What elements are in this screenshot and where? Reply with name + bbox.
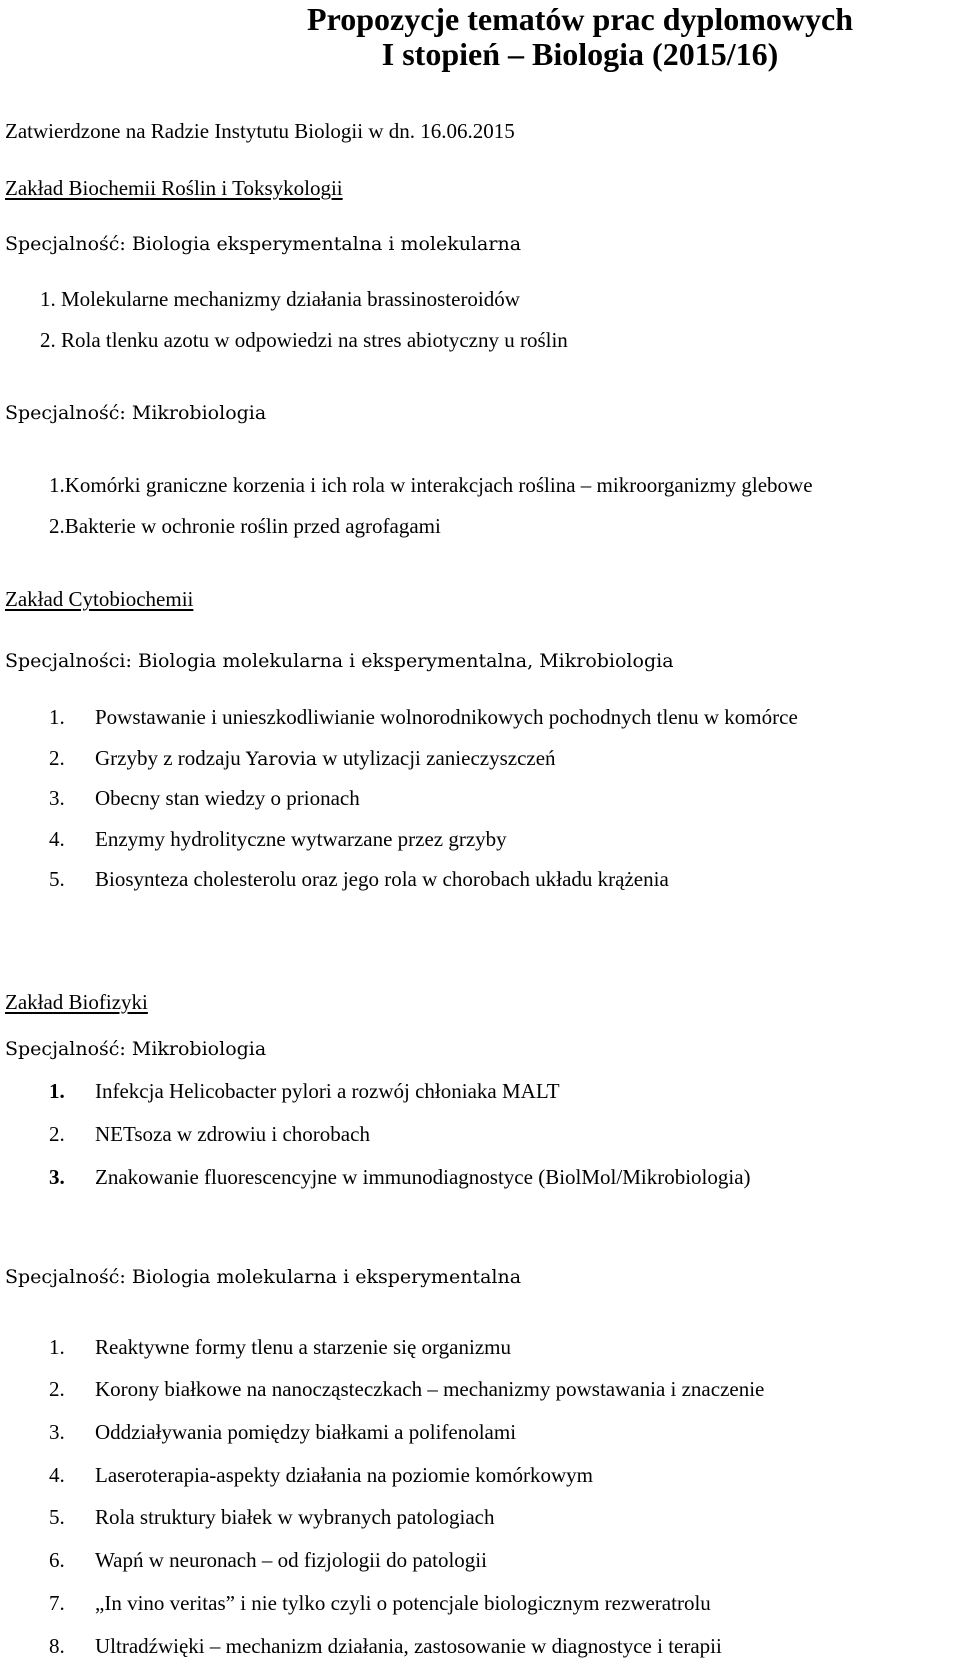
topic-number: 5. <box>49 1505 65 1529</box>
topic-item <box>49 826 507 852</box>
topic-text: Infekcja Helicobacter pylori a rozwój chłoniaka MALT <box>95 1079 560 1103</box>
topic-text: Ultradźwięki – mechanizm działania, zastosowanie w diagnostyce i terapii <box>95 1634 722 1658</box>
topic-number: 3. <box>49 786 65 810</box>
topic-text: Rola struktury białek w wybranych patologiach <box>95 1505 495 1529</box>
page-title-line-1: Propozycje tematów prac dyplomowych <box>307 1 853 37</box>
topic-text: Grzyby z rodzaju <box>95 746 247 770</box>
topic-text: „In vino veritas” i nie tylko czyli o potencjale biologicznym rezweratrolu <box>95 1591 711 1615</box>
topic-item <box>49 1078 560 1104</box>
topic-number: 1. <box>49 1335 65 1359</box>
topic-item <box>49 866 669 892</box>
topic-number: 1. <box>49 705 65 729</box>
topic-text: Laseroterapia-aspekty działania na poziomie komórkowym <box>95 1463 593 1487</box>
department-heading-cytobiochemii: Zakład Cytobiochemii <box>5 587 194 611</box>
topic-item <box>49 1121 370 1147</box>
topic-item <box>49 1633 722 1659</box>
specialty-label: Specjalność: Biologia eksperymentalna i molekularna <box>5 233 522 255</box>
topic-number: 4. <box>49 827 65 851</box>
topic-item <box>49 1376 764 1402</box>
topic-text: Wapń w neuronach – od fizjologii do patologii <box>95 1548 487 1572</box>
topic-text: w utylizacji zanieczyszczeń <box>317 746 556 770</box>
topic-number: 1. <box>49 1079 65 1103</box>
page-title-line-2: I stopień – Biologia (2015/16) <box>381 36 779 72</box>
topic-number: 2. <box>49 1377 65 1401</box>
topic-item <box>49 745 556 772</box>
topic-text: Reaktywne formy tlenu a starzenie się organizmu <box>95 1335 511 1359</box>
topic-item <box>49 785 360 811</box>
topic-item: 2. Rola tlenku azotu w odpowiedzi na stres abiotyczny u roślin <box>40 328 568 352</box>
approval-note: Zatwierdzone na Radzie Instytutu Biologii w dn. 16.06.2015 <box>5 119 515 143</box>
topic-item <box>49 1547 487 1573</box>
topic-item <box>49 704 798 730</box>
topic-item <box>49 1462 593 1488</box>
topic-number: 3. <box>49 1165 65 1189</box>
topic-number: 4. <box>49 1463 65 1487</box>
topic-item <box>49 1164 751 1190</box>
topic-item <box>49 1419 516 1445</box>
topic-text: Korony białkowe na nanocząsteczkach – mechanizmy powstawania i znaczenie <box>95 1377 765 1401</box>
specialty-label: Specjalność: Mikrobiologia <box>5 402 267 424</box>
specialty-label: Specjalność: Mikrobiologia <box>5 1038 267 1060</box>
topic-number: 8. <box>49 1634 65 1658</box>
topic-text-species: Yarovia <box>246 748 318 770</box>
department-heading-biochemii: Zakład Biochemii Roślin i Toksykologii <box>5 176 343 200</box>
topic-text: Oddziaływania pomiędzy białkami a polifenolami <box>95 1420 517 1444</box>
topic-number: 5. <box>49 867 65 891</box>
topic-number: 2. <box>49 746 65 770</box>
topic-text: Znakowanie fluorescencyjne w immunodiagnostyce (BiolMol/Mikrobiologia) <box>95 1165 751 1189</box>
topic-text: Obecny stan wiedzy o prionach <box>95 786 360 810</box>
specialty-label: Specjalności: Biologia molekularna i eksperymentalna, Mikrobiologia <box>5 650 674 672</box>
specialty-label: Specjalność: Biologia molekularna i eksperymentalna <box>5 1266 522 1288</box>
topic-number: 6. <box>49 1548 65 1572</box>
topic-text: Enzymy hydrolityczne wytwarzane przez grzyby <box>95 827 507 851</box>
topic-number: 3. <box>49 1420 65 1444</box>
department-heading-biofizyki: Zakład Biofizyki <box>5 990 148 1014</box>
topic-number: 2. <box>49 1122 65 1146</box>
topic-item: 2.Bakterie w ochronie roślin przed agrofagami <box>49 514 441 538</box>
topic-text: Biosynteza cholesterolu oraz jego rola w chorobach układu krążenia <box>95 867 669 891</box>
topic-item <box>49 1590 711 1616</box>
topic-number: 7. <box>49 1591 65 1615</box>
topic-item: 1. Molekularne mechanizmy działania brassinosteroidów <box>40 287 520 311</box>
topic-item <box>49 1504 494 1530</box>
topic-item <box>49 1334 511 1360</box>
topic-item: 1.Komórki graniczne korzenia i ich rola w interakcjach roślina – mikroorganizmy glebowe <box>49 473 813 497</box>
topic-text: Powstawanie i unieszkodliwianie wolnorodnikowych pochodnych tlenu w komórce <box>95 705 798 729</box>
topic-text: NETsoza w zdrowiu i chorobach <box>95 1122 370 1146</box>
